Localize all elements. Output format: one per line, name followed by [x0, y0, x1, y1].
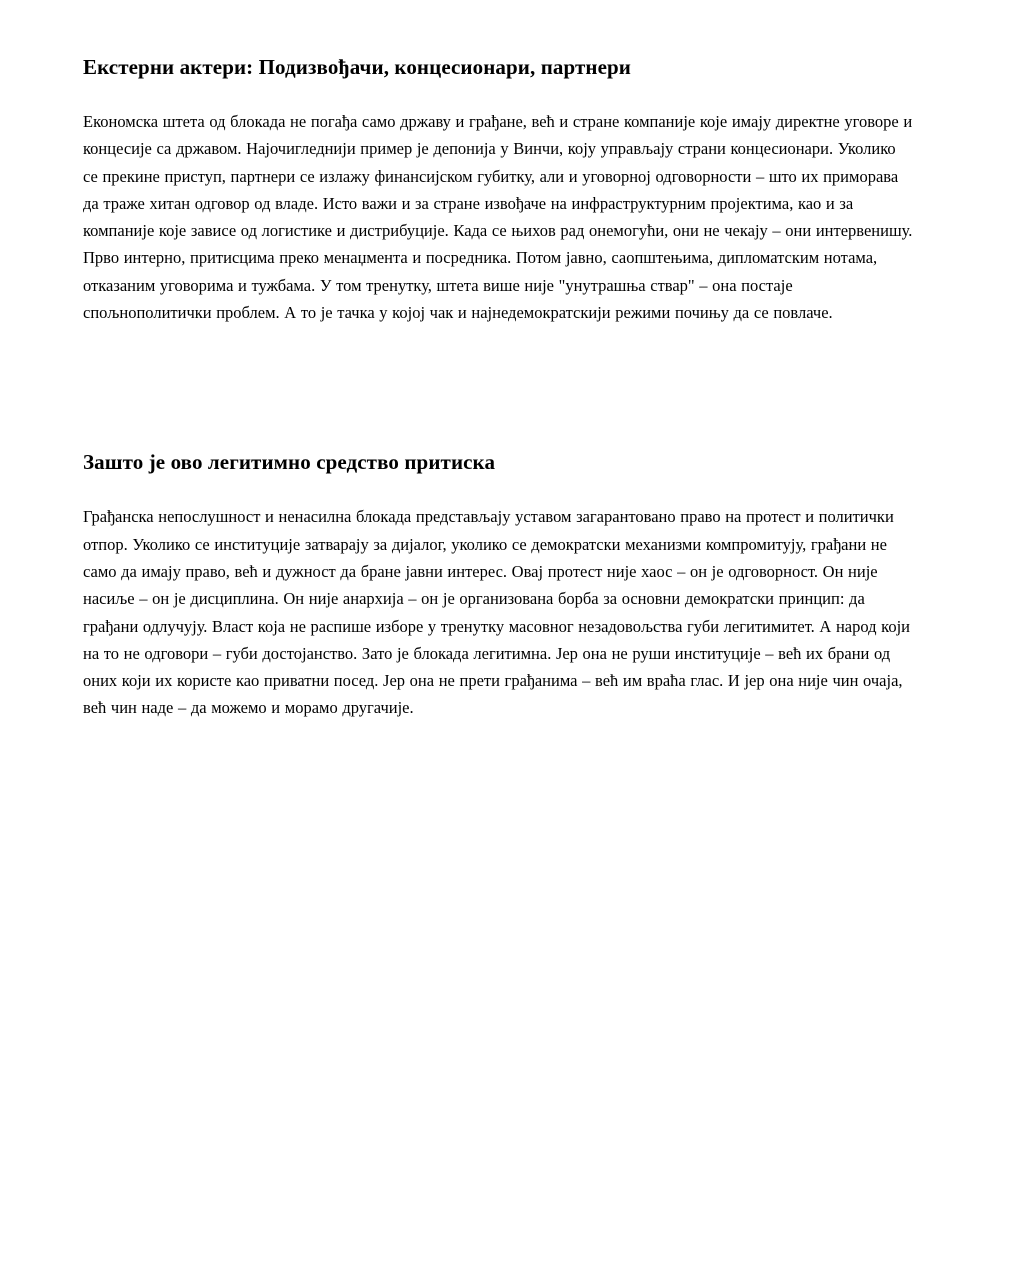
section-heading: Зашто је ово легитимно средство притиска	[83, 450, 496, 475]
section-external-actors	[83, 55, 914, 326]
section-paragraph: Грађанска непослушност и ненасилна блокада представљају уставом загарантовано право на протест и политички отпор. Уколико се институције затварају за дијалог, уколико се демократски механизми компромитују, грађани не само да имају право, већ и дужност да бране јавни интерес. Овај протест није хаос – он је одговорност. Он није насиље – он је дисциплина. Он није анархија – он је организована борба за основни демократски принцип: да грађани одлучују. Власт која не распише изборе у тренутку масовног незадовољства губи легитимитет. А народ који на то не одговори – губи достојанство. Зато је блокада легитимна. Јер она не руши институције – већ их брани од оних који их користе као приватни посед. Јер она не прети грађанима – већ им враћа глас. И јер она није чин очаја, већ чин наде – да можемо и морамо другачије.	[83, 507, 910, 718]
section-heading: Екстерни актери: Подизвођачи, концесионари, партнери	[83, 55, 632, 79]
section-paragraph: Економска штета од блокада не погађа само државу и грађане, већ и стране компаније које имају директне уговоре и концесије са државом. Најочигледнији пример је депонија у Винчи, коју управљају страни концесионари. Уколико се прекине приступ, партнери се излажу финансијском губитку, али и уговорној одговорности – што их приморава да траже хитан одговор од владе. Исто важи и за стране извођаче на инфраструктурним пројектима, као и за компаније које зависе од логистике и дистрибуције. Када се њихов рад онемогући, они не чекају – они интервенишу. Прво интерно, притисцима преко менаџмента и посредника. Потом јавно, саопштењима, дипломатским нотама, отказаним уговорима и тужбама. У том тренутку, штета више није "унутрашња ствар" – она постаје спољнополитички проблем. А то је тачка у којој чак и најнедемократскији режими почињу да се повлаче.	[83, 112, 913, 323]
section-legitimacy	[83, 450, 914, 721]
